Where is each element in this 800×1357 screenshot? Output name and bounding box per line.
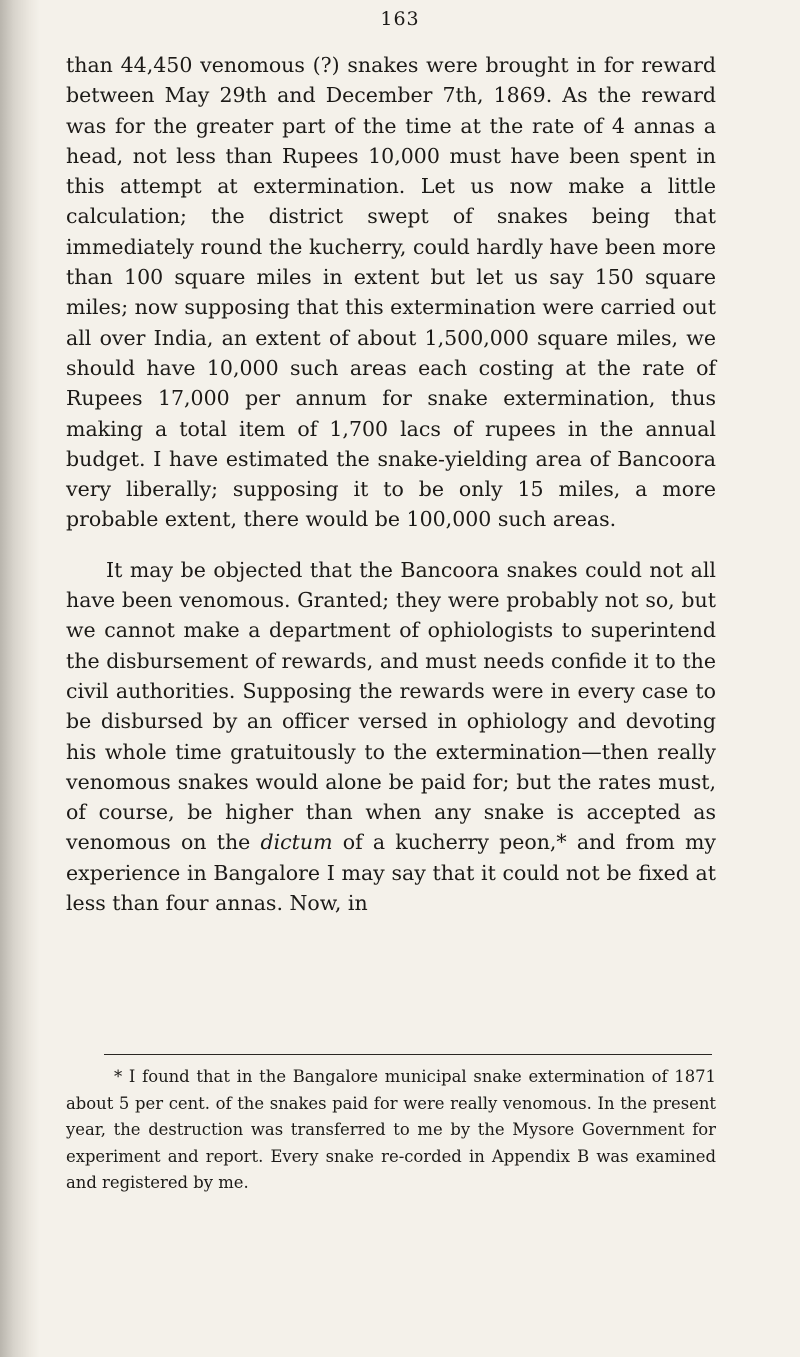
- paragraph-2-text-b: of a kucherry peon,* and from my experience in Bangalore I may say that it could not be fixed at less than four annas. Now, in: [66, 830, 716, 916]
- paragraph-2-text-a: It may be objected that the Bancoora snakes could not all have been venomous. Granted; they were probably not so, but we cannot make a department of ophiologists to superintend the disbursement of rewards, and must needs confide it to the civil authorities. Supposing the rewards were in every case to be disbursed by an officer versed in ophiology and devoting his whole time gratuitously to the extermination—then really venomous snakes would alone be paid for; but the rates must, of course, be higher than when any snake is accepted as venomous on the: [66, 557, 716, 855]
- italic-dictum: dictum: [260, 830, 333, 855]
- footnote-divider: [104, 1054, 712, 1055]
- page-edge-shadow: [0, 0, 40, 1357]
- paragraph-1: than 44,450 venomous (?) snakes were brought in for reward between May 29th and December 7th, 1869. As the reward was for the greater part of the time at the rate of 4 annas a head, not less than Rupees 10,000 must have been spent in this attempt at extermination. Let us now make a little calculation; the district swept of snakes being that immediately round the kucherry, could hardly have been more than 100 square miles in extent but let us say 150 square miles; now supposing that this extermination were carried out all over India, an extent of about 1,500,000 square miles, we should have 10,000 such areas each costing at the rate of Rupees 17,000 per annum for snake extermination, thus making a total item of 1,700 lacs of rupees in the annual budget. I have estimated the snake-yielding area of Bancoora very liberally; supposing it to be only 15 miles, a more probable extent, there would be 100,000 such areas.: [66, 53, 716, 532]
- main-text: [66, 50, 716, 918]
- footnote-text: * I found that in the Bangalore municipal snake extermination of 1871 about 5 per cent. of the snakes paid for were really venomous. In the present year, the destruction was transferred to me by the Mysore Government for experiment and report. Every snake re-corded in Appendix B was examined and registered by me.: [66, 1067, 716, 1192]
- paragraph-2: [66, 555, 716, 919]
- page-number: 163: [380, 8, 420, 30]
- footnote: [66, 1064, 716, 1197]
